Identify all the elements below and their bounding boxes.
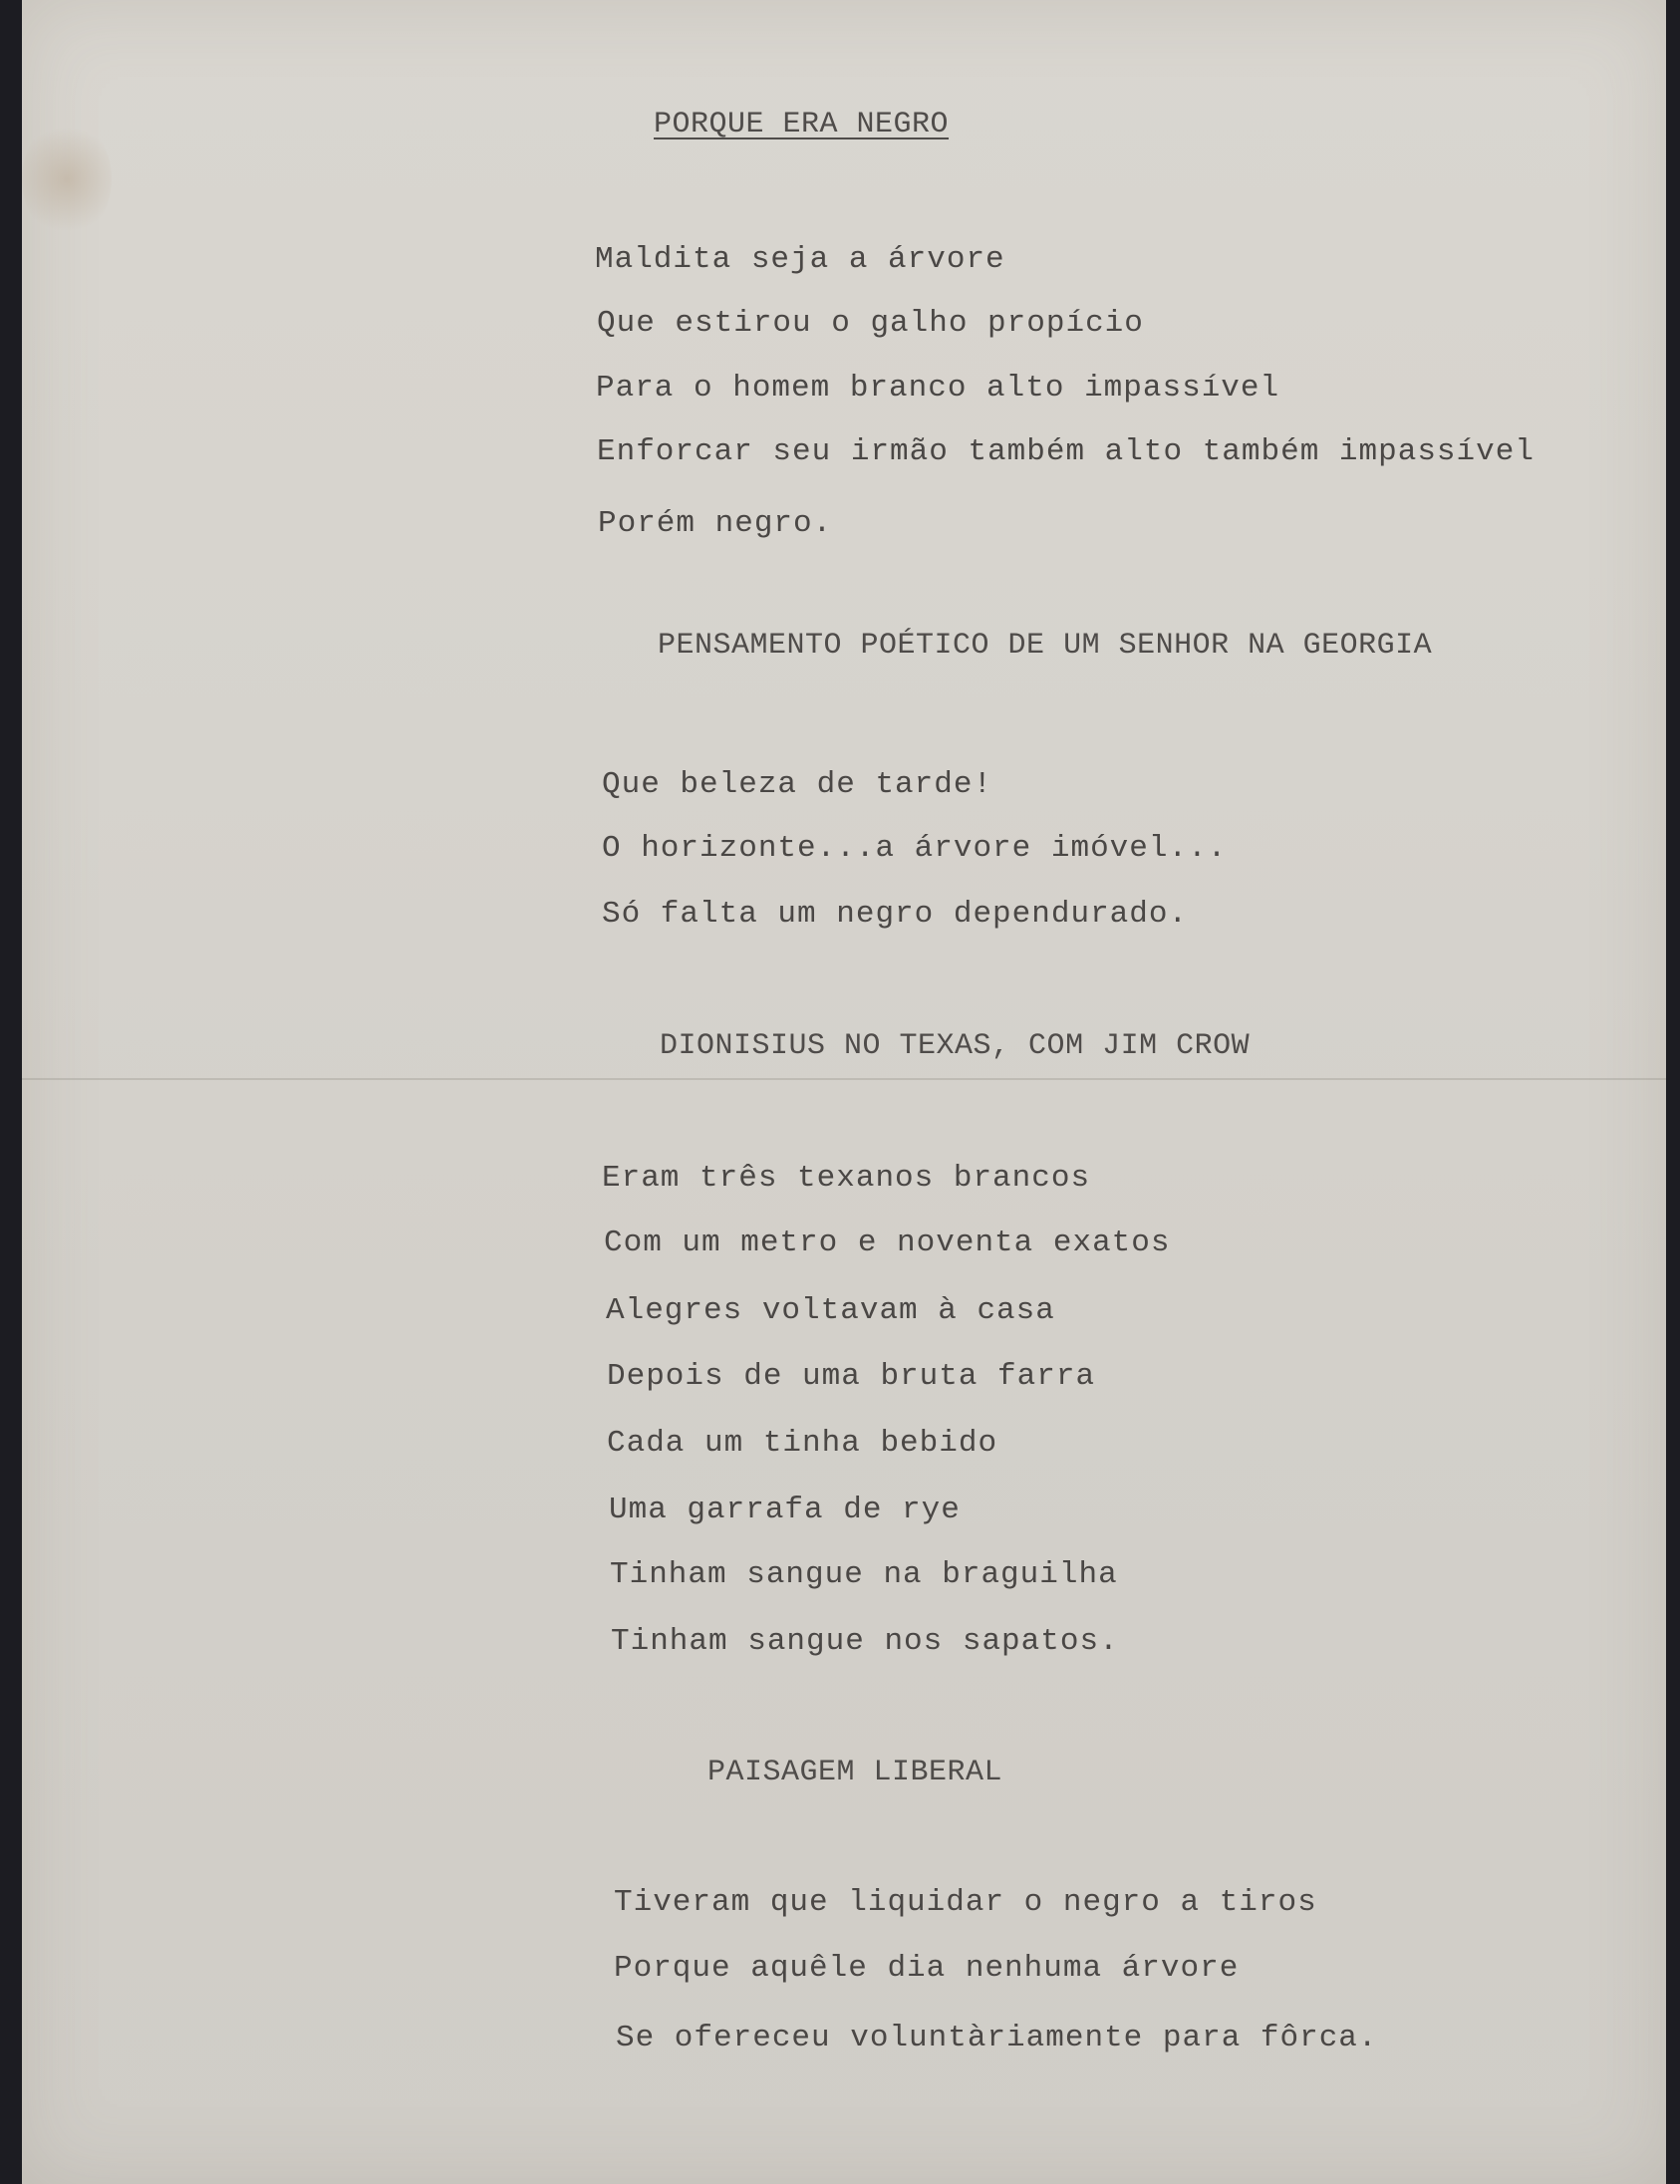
poem-line: O horizonte...a árvore imóvel... xyxy=(602,831,1228,866)
poem-line: Porém negro. xyxy=(598,506,833,541)
poem-line: Tinham sangue nos sapatos. xyxy=(611,1624,1119,1659)
poem-title: PORQUE ERA NEGRO xyxy=(654,108,950,141)
poem-line: Porque aquêle dia nenhuma árvore xyxy=(614,1951,1240,1986)
poem-title: PENSAMENTO POÉTICO DE UM SENHOR NA GEORGIA xyxy=(658,629,1433,663)
typewritten-page xyxy=(22,0,1666,2184)
poem-line: Depois de uma bruta farra xyxy=(607,1359,1096,1394)
paper-stain xyxy=(22,120,112,239)
poem-line: Enforcar seu irmão também alto também impassível xyxy=(597,434,1535,469)
poem-line: Cada um tinha bebido xyxy=(607,1426,998,1461)
poem-title: PAISAGEM LIBERAL xyxy=(707,1756,1003,1789)
paper-fold-line xyxy=(22,1078,1666,1080)
poem-line: Eram três texanos brancos xyxy=(602,1161,1091,1196)
poem-line: Só falta um negro dependurado. xyxy=(602,897,1189,932)
poem-title: DIONISIUS NO TEXAS, COM JIM CROW xyxy=(660,1029,1251,1063)
poem-line: Que beleza de tarde! xyxy=(602,767,993,802)
poem-line: Uma garrafa de rye xyxy=(609,1493,961,1527)
poem-line: Maldita seja a árvore xyxy=(595,242,1005,277)
poem-line: Se ofereceu voluntàriamente para fôrca. xyxy=(616,2021,1378,2055)
poem-line: Que estirou o galho propício xyxy=(597,306,1144,341)
poem-line: Tinham sangue na braguilha xyxy=(610,1557,1118,1592)
poem-line: Para o homem branco alto impassível xyxy=(596,371,1280,406)
poem-line: Com um metro e noventa exatos xyxy=(604,1226,1171,1260)
poem-line: Tiveram que liquidar o negro a tiros xyxy=(614,1885,1317,1920)
poem-line: Alegres voltavam à casa xyxy=(606,1293,1055,1328)
